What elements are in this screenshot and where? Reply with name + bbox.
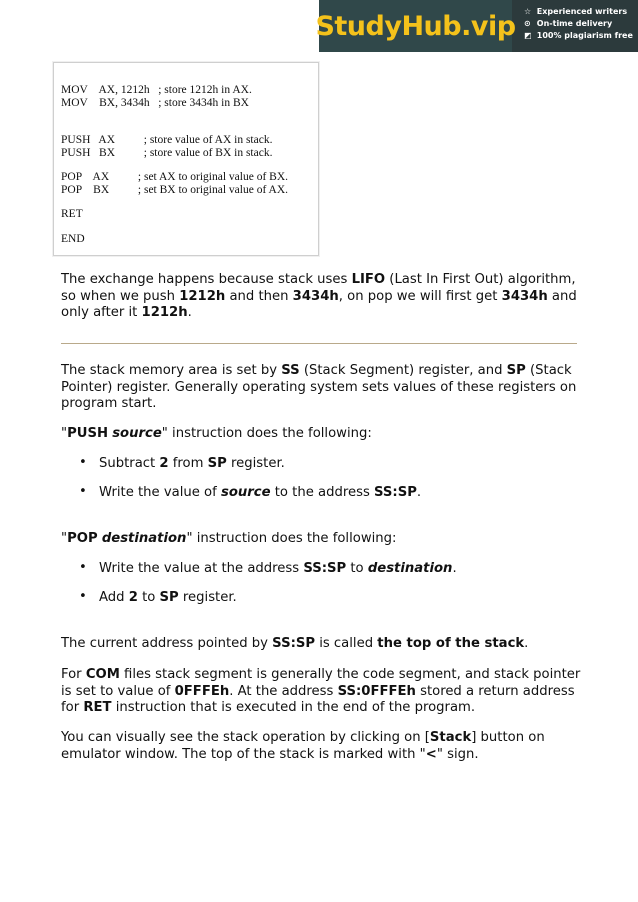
push-step-subtract: Subtract 2 from SP register.: [99, 456, 285, 471]
star-icon: ☆: [524, 7, 532, 16]
studyhub-logo[interactable]: StudyHub.vip: [319, 0, 512, 52]
bullet-marker: •: [79, 455, 87, 470]
studyhub-banner[interactable]: [315, 0, 638, 52]
code-line: RET: [61, 208, 83, 220]
code-line: PUSH BX ; store value of BX in stack.: [61, 147, 273, 159]
code-line: MOV BX, 3434h ; store 3434h in BX: [61, 97, 249, 109]
feature-on-time-delivery: ⊙ On-time delivery: [524, 19, 613, 28]
feature-plagiarism-free: ◩ 100% plagiarism free: [524, 31, 633, 40]
pop-instruction-heading: "POP destination" instruction does the following:: [61, 531, 397, 546]
paragraph-top-of-stack: The current address pointed by SS:SP is called the top of the stack.: [61, 636, 529, 651]
shield-icon: ◩: [524, 31, 532, 40]
code-line: END: [61, 233, 85, 245]
paragraph-com-files: For COM files stack segment is generally the code segment, and stack pointer is set to value of 0FFFEh. At the address SS:0FFFEh stored a return address for RET instruction that is executed in the end of the program.: [61, 667, 581, 715]
code-line: PUSH AX ; store value of AX in stack.: [61, 134, 273, 146]
code-line: POP AX ; set AX to original value of BX.: [61, 171, 289, 183]
bullet-marker: •: [79, 484, 87, 499]
paragraph-stack-registers: The stack memory area is set by SS (Stack Segment) register, and SP (Stack Pointer) register. Generally operating system sets values of these registers on program start.: [61, 363, 577, 411]
code-line: POP BX ; set BX to original value of AX.: [61, 184, 289, 196]
paragraph-visual-stack: You can visually see the stack operation by clicking on [Stack] button on emulator window. The top of the stack is marked with "<" sign.: [61, 730, 545, 762]
clock-icon: ⊙: [524, 19, 531, 28]
bullet-marker: •: [79, 589, 87, 604]
code-line: MOV AX, 1212h ; store 1212h in AX.: [61, 84, 252, 96]
push-instruction-heading: "PUSH source" instruction does the following:: [61, 426, 372, 441]
pop-step-write: Write the value at the address SS:SP to destination.: [99, 561, 457, 576]
horizontal-divider: [61, 343, 577, 344]
banner-features: [512, 0, 638, 52]
bullet-marker: •: [79, 560, 87, 575]
pop-step-add: Add 2 to SP register.: [99, 590, 237, 605]
feature-experienced-writers: ☆ Experienced writers: [524, 7, 628, 16]
push-step-write: Write the value of source to the address SS:SP.: [99, 485, 422, 500]
paragraph-lifo-explanation: The exchange happens because stack uses LIFO (Last In First Out) algorithm, so when we push 1212h and then 3434h, on pop we will first get 3434h and only after it 1212h.: [61, 272, 577, 320]
